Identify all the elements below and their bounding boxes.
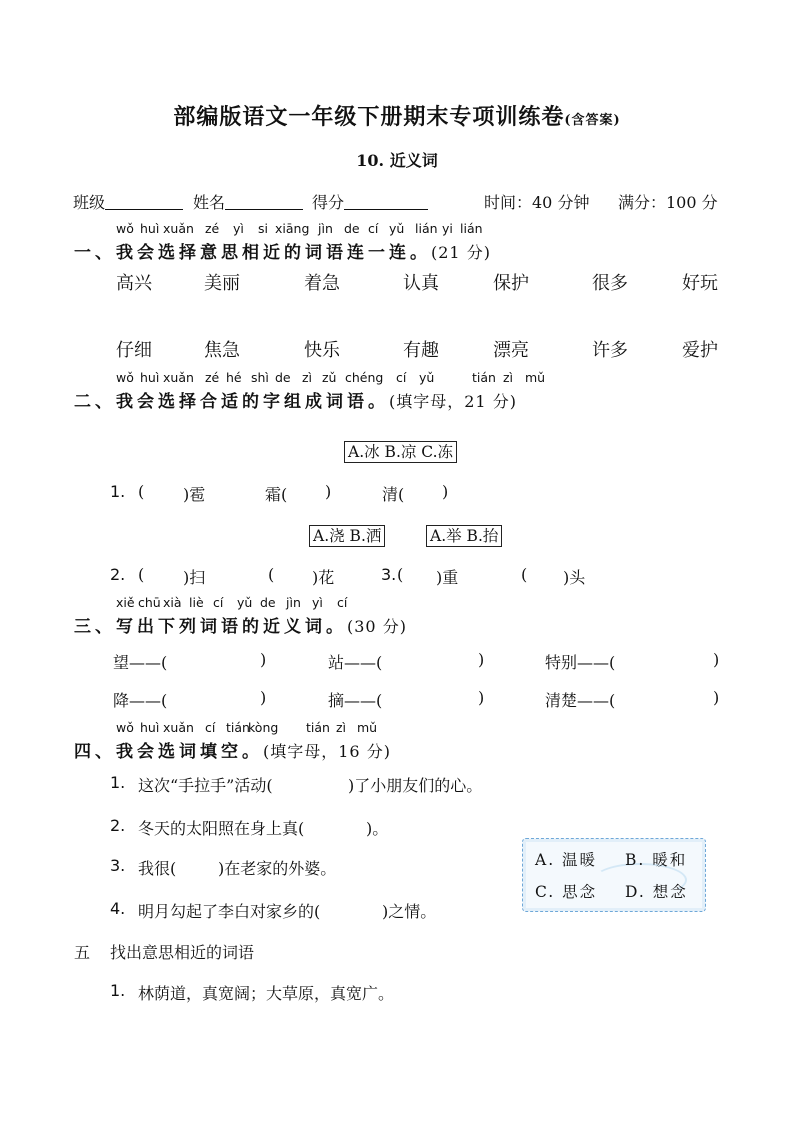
s2-q1-blank-b-open[interactable]: 霜( — [265, 485, 288, 504]
synonym-item-6-close: ) — [713, 688, 720, 707]
s2-q1-blank-c-open[interactable]: 清( — [382, 485, 405, 504]
time-label: 时间：40 分钟 — [484, 193, 590, 212]
word-left-6[interactable]: 很多 — [592, 273, 628, 294]
word-right-7[interactable]: 爱护 — [682, 340, 718, 361]
s4-q3-number: 3. — [110, 856, 126, 875]
section1-points: (21 分) — [431, 243, 491, 262]
section1-heading: 一、我会选择意思相近的词语连一连。(21 分) — [74, 243, 491, 263]
word-right-3[interactable]: 快乐 — [304, 340, 340, 361]
word-left-3[interactable]: 着急 — [304, 273, 340, 294]
s5-q1-text: 林荫道，真宽阔；大草原，真宽广。 — [138, 984, 395, 1003]
synonym-item-4[interactable]: 降——( — [113, 691, 168, 710]
word-left-4[interactable]: 认真 — [403, 273, 439, 294]
class-field[interactable]: 班级 — [73, 190, 183, 213]
s2-q3-blank-b-open[interactable]: ( — [521, 565, 528, 584]
synonym-item-1[interactable]: 望——( — [113, 653, 168, 672]
synonym-item-4-close: ) — [260, 688, 267, 707]
options-box-3: A.举 B.抬 — [426, 525, 502, 547]
section4-points: (填字母，16 分) — [263, 742, 391, 761]
word-right-2[interactable]: 焦急 — [204, 340, 240, 361]
s4-q3-text-a[interactable]: 我很( — [138, 859, 177, 878]
word-left-2[interactable]: 美丽 — [204, 273, 240, 294]
synonym-item-2-close: ) — [478, 650, 485, 669]
s2-q3-blank-a-open[interactable]: ( — [397, 565, 404, 584]
s2-q1-blank-b-close: ) — [325, 482, 332, 501]
synonym-item-2[interactable]: 站——( — [328, 653, 383, 672]
s2-q1-blank-a-open[interactable]: ( — [138, 482, 145, 501]
s2-q3-number: 3. — [381, 565, 397, 584]
options-box-1: A.冰 B.凉 C.冻 — [344, 441, 457, 463]
section4-heading: 四、我会选词填空。(填字母，16 分) — [74, 742, 391, 762]
s2-q1-number: 1. — [110, 482, 126, 501]
s4-q2-text-b: )。 — [366, 819, 389, 838]
title-note: (含答案) — [564, 113, 621, 128]
s4-q4-text-b: )之情。 — [382, 902, 437, 921]
s5-q1-number: 1. — [110, 981, 126, 1000]
word-right-6[interactable]: 许多 — [592, 340, 628, 361]
name-field[interactable]: 姓名 — [193, 190, 303, 213]
s4-q1-text-a[interactable]: 这次“手拉手”活动( — [138, 776, 273, 795]
section2-heading: 二、我会选择合适的字组成词语。(填字母，21 分) — [74, 392, 517, 412]
s4-q2-text-a[interactable]: 冬天的太阳照在身上真( — [138, 819, 305, 838]
s4-q1-number: 1. — [110, 773, 126, 792]
word-bank-a: A. 温暖 — [535, 851, 598, 869]
synonym-item-3[interactable]: 特别——( — [545, 653, 616, 672]
word-right-1[interactable]: 仔细 — [116, 340, 152, 361]
section3-points: (30 分) — [347, 617, 407, 636]
section5-number: 五 — [74, 943, 91, 962]
s4-q4-number: 4. — [110, 899, 126, 918]
s2-q2-blank-a-open[interactable]: ( — [138, 565, 145, 584]
synonym-item-1-close: ) — [260, 650, 267, 669]
synonym-item-6[interactable]: 清楚——( — [545, 691, 616, 710]
section2-points: (填字母，21 分) — [389, 392, 517, 411]
s4-q1-text-b: )了小朋友们的心。 — [348, 776, 483, 795]
s4-q2-number: 2. — [110, 816, 126, 835]
word-left-1[interactable]: 高兴 — [116, 273, 152, 294]
subtitle: 10. 近义词 — [356, 151, 438, 170]
word-right-5[interactable]: 漂亮 — [493, 340, 529, 361]
s2-q3-blank-b-close: )头 — [563, 568, 586, 587]
s2-q1-blank-a-close: )雹 — [183, 485, 206, 504]
synonym-item-5-close: ) — [478, 688, 485, 707]
word-left-5[interactable]: 保护 — [493, 273, 529, 294]
synonym-item-5[interactable]: 摘——( — [328, 691, 383, 710]
word-bank-b: B. 暖和 — [625, 851, 688, 869]
s2-q2-blank-b-close: )花 — [312, 568, 335, 587]
word-bank-box — [522, 838, 706, 912]
section3-heading: 三、写出下列词语的近义词。(30 分) — [74, 617, 407, 637]
s2-q2-blank-b-open[interactable]: ( — [268, 565, 275, 584]
word-right-4[interactable]: 有趣 — [403, 340, 439, 361]
s2-q2-number: 2. — [110, 565, 126, 584]
score-field[interactable]: 得分 — [312, 190, 428, 213]
full-score-label: 满分：100 分 — [618, 193, 718, 212]
page-title: 部编版语文一年级下册期末专项训练卷(含答案) — [173, 104, 621, 130]
s4-q3-text-b: )在老家的外婆。 — [218, 859, 337, 878]
s4-q4-text-a[interactable]: 明月勾起了李白对家乡的( — [138, 902, 321, 921]
word-left-7[interactable]: 好玩 — [682, 273, 718, 294]
options-box-2: A.浇 B.洒 — [309, 525, 385, 547]
synonym-item-3-close: ) — [713, 650, 720, 669]
s2-q1-blank-c-close: ) — [442, 482, 449, 501]
section5-heading: 找出意思相近的词语 — [110, 943, 255, 962]
s2-q3-blank-a-close: )重 — [436, 568, 459, 587]
s2-q2-blank-a-close: )扫 — [183, 568, 206, 587]
word-bank-d: D. 想念 — [625, 883, 688, 901]
word-bank-c: C. 思念 — [535, 883, 598, 901]
